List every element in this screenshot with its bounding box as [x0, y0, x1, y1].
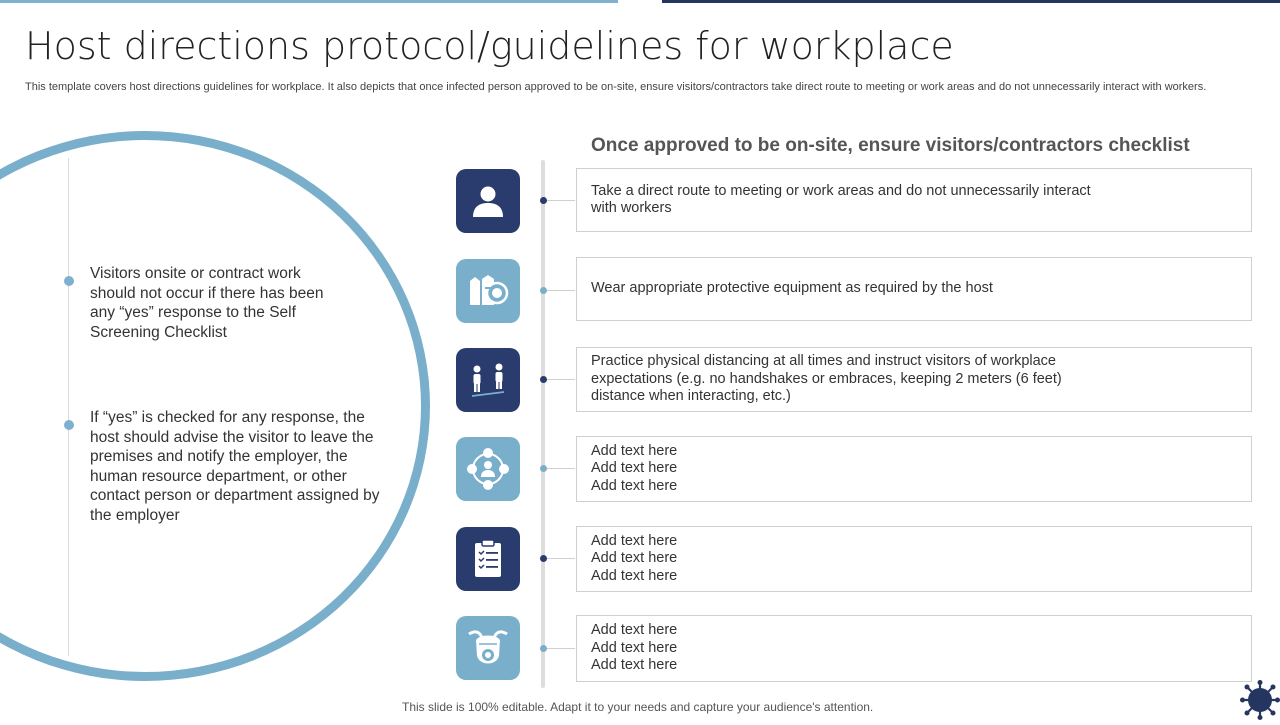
checklist-heading: Once approved to be on-site, ensure visitors/contractors checklist: [591, 135, 1190, 156]
checklist-item-2: [576, 257, 1252, 321]
checklist-item-line: Add text here: [591, 622, 678, 639]
left-point-1: Visitors onsite or contract work should not occur if there has been any “yes” response to the Self Screening Checklist: [90, 265, 324, 341]
timeline-dot: [540, 287, 547, 294]
checklist-item-line: Add text here: [591, 567, 678, 584]
face-mask-icon: [456, 616, 520, 680]
page-subtitle: This template covers host directions guidelines for workplace. It also depicts that once infected person approved to be on-site, ensure visitors/contractors take direct route to meeting or work areas and do not unnecessarily interact with workers.: [25, 81, 1207, 93]
checklist-item-3: [576, 347, 1252, 412]
timeline-dot: [540, 197, 547, 204]
timeline-dot: [540, 465, 547, 472]
left-point-2: If “yes” is checked for any response, the host should advise the visitor to leave the premises and notify the employer, the human resource department, or other contact person or department assigned by the employer: [90, 409, 380, 524]
checklist-item-line: Add text here: [591, 550, 678, 567]
checklist-item-4: [576, 436, 1252, 502]
checklist-item-line: Add text here: [591, 460, 678, 477]
network-people-icon: [456, 437, 520, 501]
checklist-item-5: [576, 526, 1252, 592]
top-accent-bar-dark: [662, 0, 1280, 3]
checklist-item-6: [576, 615, 1252, 682]
timeline-connector: [547, 290, 575, 291]
checklist-item-1: [576, 168, 1252, 232]
bullet-dot: [64, 420, 74, 430]
timeline-connector: [547, 379, 575, 380]
checklist-item-line: Add text here: [591, 442, 678, 459]
decorative-circle: [0, 131, 430, 681]
checklist-item-line: Add text here: [591, 477, 678, 494]
timeline-connector: [547, 648, 575, 649]
timeline-dot: [540, 645, 547, 652]
social-distancing-icon: [456, 348, 520, 412]
checklist-item-text: Wear appropriate protective equipment as required by the host: [591, 280, 993, 297]
checklist-item-text: Practice physical distancing at all times and instruct visitors of workplace expectations (e.g. no handshakes or embraces, keeping 2 meters (6 feet) distance when interacting, etc.): [591, 353, 1062, 405]
person-icon: [456, 169, 520, 233]
top-accent-bar-light: [0, 0, 618, 3]
timeline-connector: [547, 558, 575, 559]
checklist-item-line: Add text here: [591, 639, 678, 656]
checklist-item-line: Add text here: [591, 657, 678, 674]
timeline-connector: [547, 468, 575, 469]
timeline-dot: [540, 555, 547, 562]
protective-equipment-icon: [456, 259, 520, 323]
timeline-connector: [547, 200, 575, 201]
clipboard-checklist-icon: [456, 527, 520, 591]
checklist-item-text: Take a direct route to meeting or work areas and do not unnecessarily interact with workers: [591, 182, 1091, 216]
timeline-dot: [540, 376, 547, 383]
timeline-line: [541, 160, 545, 688]
checklist-item-line: Add text here: [591, 532, 678, 549]
bullet-dot: [64, 276, 74, 286]
virus-icon: [1240, 680, 1280, 725]
left-vertical-line: [68, 158, 69, 656]
page-title: Host directions protocol/guidelines for workplace: [25, 24, 954, 68]
footer-note: This slide is 100% editable. Adapt it to your needs and capture your audience's attention.: [402, 700, 874, 714]
